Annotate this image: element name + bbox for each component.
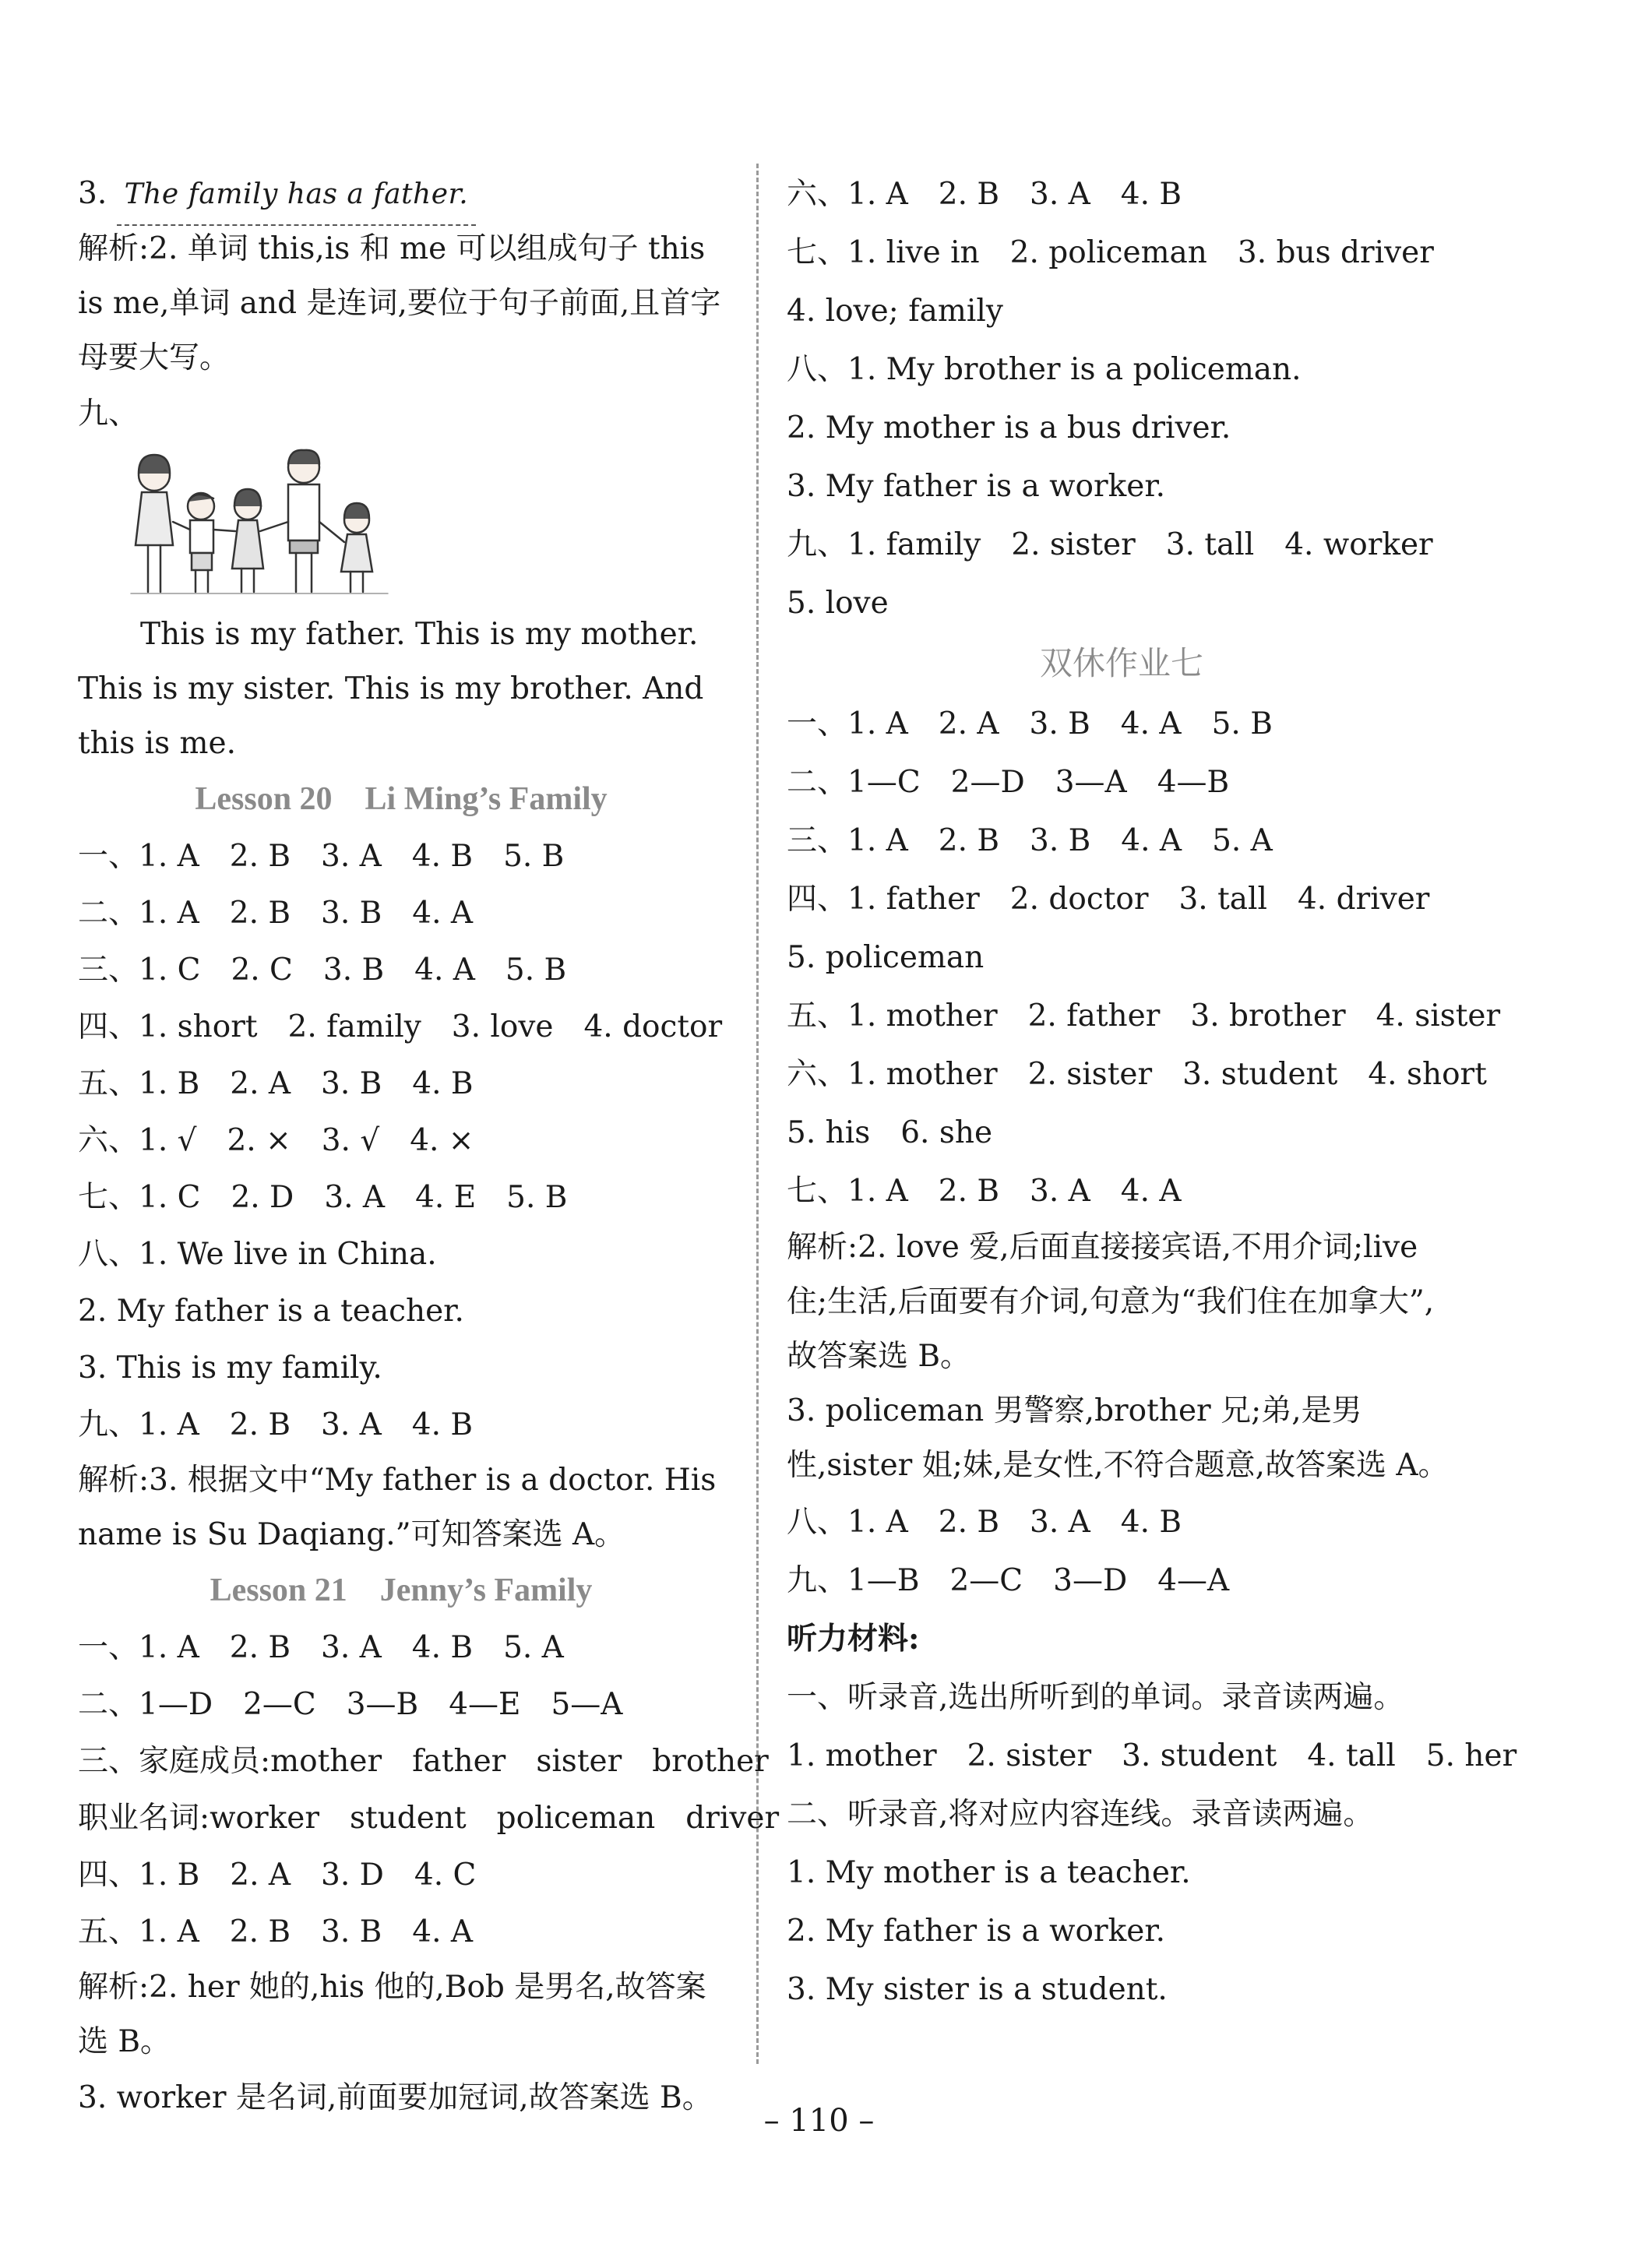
answer-line: 二、1—C 2—D 3—A 4—B <box>787 765 1230 800</box>
answer-line: 4. love; family <box>787 294 1003 329</box>
answer-line: 八、1. We live in China. <box>78 1237 437 1272</box>
answer-line: 六、1. √ 2. × 3. √ 4. × <box>78 1123 474 1158</box>
answer-line: 五、1. mother 2. father 3. brother 4. sister <box>787 998 1501 1034</box>
lesson21-analysis-1: 解析:2. her 她的,his 他的,Bob 是男名,故答案选 B。 <box>78 1970 706 2059</box>
lesson20-analysis: 解析:3. 根据文中“My father is a doctor. His name is Su Daqiang.”可知答案选 A。 <box>78 1463 717 1552</box>
family-paragraph: This is my father. This is my mother. This is my sister. This is my brother. And this is me. <box>78 617 704 761</box>
family-illustration <box>123 444 435 600</box>
analysis-paragraph: 解析:2. 单词 this,is 和 me 可以组成句子 this is me,单词 and 是连词,要位于句子前面,且首字母要大写。 <box>78 231 721 375</box>
answer-line: 5. his 6. she <box>787 1115 993 1150</box>
answer-line: 一、1. A 2. B 3. A 4. B 5. B <box>78 839 565 874</box>
listening-line: 1. My mother is a teacher. <box>787 1855 1191 1890</box>
answer-line: 八、1. A 2. B 3. A 4. B <box>787 1505 1182 1540</box>
answer-line: 二、1. A 2. B 3. B 4. A <box>78 896 474 931</box>
listening-line: 1. mother 2. sister 3. student 4. tall 5. her <box>787 1738 1517 1773</box>
answer-line: 五、1. B 2. A 3. B 4. B <box>78 1066 474 1101</box>
section-nine-label: 九、 <box>78 396 139 431</box>
answer-line: 六、1. A 2. B 3. A 4. B <box>787 177 1182 212</box>
lesson20-title: Lesson 20 Li Ming’s Family <box>195 781 608 817</box>
answer-line: 职业名词:worker student policeman driver <box>78 1801 780 1836</box>
answer-line: 三、1. C 2. C 3. B 4. A 5. B <box>78 953 567 988</box>
answer-line: 四、1. father 2. doctor 3. tall 4. driver <box>787 882 1430 917</box>
page-number: – 110 – <box>763 2103 875 2139</box>
answer-line: 四、1. B 2. A 3. D 4. C <box>78 1858 477 1893</box>
answer-line: 3. This is my family. <box>78 1351 382 1386</box>
answer-line: 九、1. A 2. B 3. A 4. B <box>78 1407 474 1442</box>
answer-line: 三、家庭成员:mother father sister brother <box>78 1744 769 1779</box>
answer-line: 八、1. My brother is a policeman. <box>787 352 1302 387</box>
lesson21-title: Lesson 21 Jenny’s Family <box>210 1572 593 1608</box>
answer-line: 六、1. mother 2. sister 3. student 4. short <box>787 1057 1487 1092</box>
listening-line: 二、听录音,将对应内容连线。录音读两遍。 <box>787 1797 1374 1832</box>
listening-line: 2. My father is a worker. <box>787 1914 1166 1949</box>
listening-line: 3. My sister is a student. <box>787 1972 1168 2007</box>
listening-line: 一、听录音,选出所听到的单词。录音读两遍。 <box>787 1680 1404 1715</box>
answer-line: 2. My father is a teacher. <box>78 1294 464 1329</box>
answer-line: 七、1. C 2. D 3. A 4. E 5. B <box>78 1180 568 1215</box>
weekend-homework-title: 双休作业七 <box>1039 644 1203 682</box>
lesson21-analysis-2: 3. worker 是名词,前面要加冠词,故答案选 B。 <box>78 2080 713 2115</box>
handwritten-sentence: The family has a father. <box>117 166 477 226</box>
answer-line: 九、1. family 2. sister 3. tall 4. worker <box>787 527 1433 562</box>
answer-line: 一、1. A 2. B 3. A 4. B 5. A <box>78 1630 564 1665</box>
handwritten-prefix: 3. <box>78 176 107 211</box>
right-column <box>787 165 1517 2019</box>
answer-line: 三、1. A 2. B 3. B 4. A 5. A <box>787 823 1273 858</box>
column-divider <box>756 164 759 2064</box>
answer-line: 五、1. A 2. B 3. B 4. A <box>78 1914 474 1949</box>
answer-line: 5. love <box>787 586 889 621</box>
answer-line: 3. My father is a worker. <box>787 469 1166 504</box>
handwritten-answer-line <box>78 165 724 222</box>
answer-line: 二、1—D 2—C 3—B 4—E 5—A <box>78 1687 623 1722</box>
answer-line: 七、1. live in 2. policeman 3. bus driver <box>787 235 1434 270</box>
answer-line: 一、1. A 2. A 3. B 4. A 5. B <box>787 706 1273 741</box>
answer-line: 5. policeman <box>787 940 985 975</box>
answer-line: 九、1—B 2—C 3—D 4—A <box>787 1563 1230 1598</box>
listening-label: 听力材料: <box>787 1621 920 1657</box>
weekend-analysis-1: 解析:2. love 爱,后面直接接宾语,不用介词;live 住;生活,后面要有介词,句意为“我们住在加拿大”,故答案选 B。 <box>787 1230 1435 1374</box>
answer-line: 四、1. short 2. family 3. love 4. doctor <box>78 1009 723 1044</box>
left-column <box>78 165 780 2126</box>
answer-line: 2. My mother is a bus driver. <box>787 410 1231 446</box>
weekend-analysis-2: 3. policeman 男警察,brother 兄;弟,是男性,sister 姐;妹,是女性,不符合题意,故答案选 A。 <box>787 1393 1449 1483</box>
answer-line: 七、1. A 2. B 3. A 4. A <box>787 1174 1182 1209</box>
